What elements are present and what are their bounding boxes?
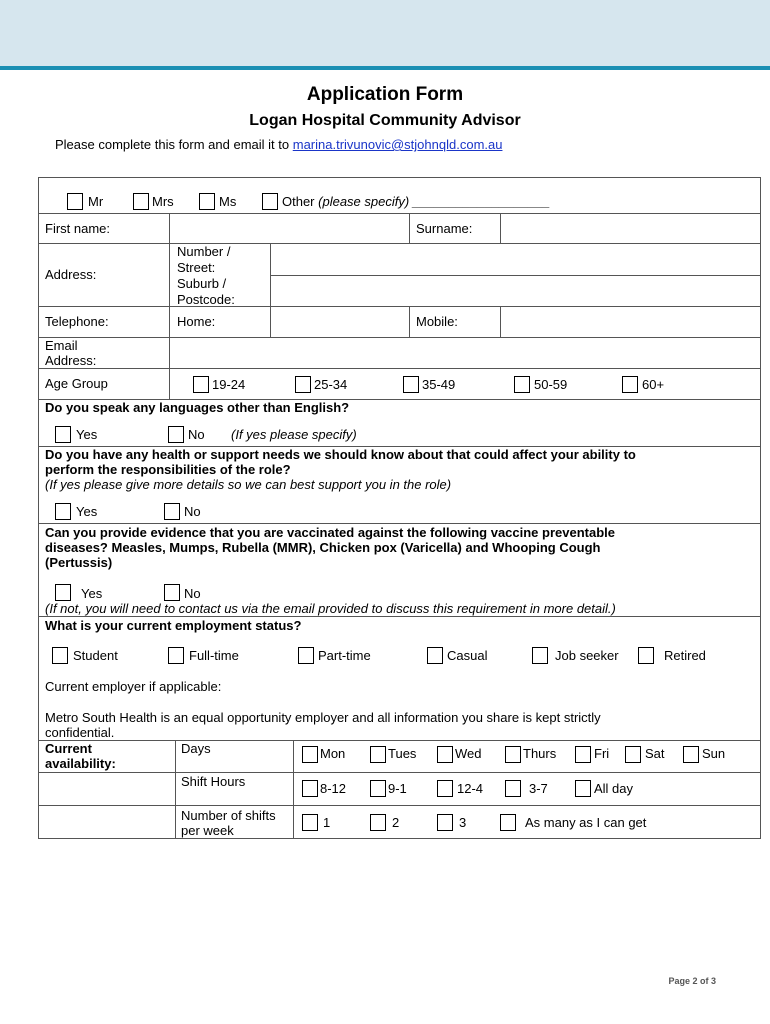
intro-label: Please complete this form and email it to [55, 137, 293, 152]
shift-all-day-checkbox[interactable] [575, 780, 591, 797]
vaccination-no-label: No [184, 586, 201, 601]
employment-parttime-label: Part-time [318, 648, 371, 663]
day-tues-checkbox[interactable] [370, 746, 386, 763]
shift-hours-label: Shift Hours [181, 774, 246, 789]
form-title: Application Form [306, 84, 464, 105]
languages-no-checkbox[interactable] [168, 426, 184, 443]
employment-casual-checkbox[interactable] [427, 647, 443, 664]
shift-8-12-label: 8-12 [320, 781, 347, 796]
health-hint: (If yes please give more details so we can best support you in the role) [45, 477, 452, 492]
number-of-shifts-label: Number of shifts per week [181, 808, 276, 838]
vaccination-no-checkbox[interactable] [164, 584, 180, 601]
suburb-postcode-label: Suburb / Postcode: [177, 276, 235, 307]
shifts-1-checkbox[interactable] [302, 814, 318, 831]
street-field[interactable] [271, 244, 760, 275]
shifts-as-many-label: As many as I can get [525, 815, 647, 830]
row-divider [38, 368, 761, 369]
shifts-2-checkbox[interactable] [370, 814, 386, 831]
table-border-top [38, 177, 761, 178]
first-name-field[interactable] [170, 214, 409, 243]
shift-all-day-label: All day [594, 781, 634, 796]
languages-hint: (If yes please specify) [231, 427, 357, 442]
shift-3-7-label: 3-7 [529, 781, 548, 796]
shifts-as-many-checkbox[interactable] [500, 814, 516, 831]
age-60plus-checkbox[interactable] [622, 376, 638, 393]
vaccination-yes-checkbox[interactable] [55, 584, 71, 601]
page-number: Page 2 of 3 [668, 976, 716, 986]
shifts-3-checkbox[interactable] [437, 814, 453, 831]
employment-student-label: Student [73, 648, 118, 663]
email-link[interactable]: marina.trivunovic@stjohnqld.com.au [292, 137, 503, 152]
shift-12-4-checkbox[interactable] [437, 780, 453, 797]
number-street-label: Number / Street: [177, 244, 231, 275]
surname-label: Surname: [416, 221, 473, 236]
table-border-bottom [38, 838, 761, 839]
employment-question: What is your current employment status? [45, 618, 302, 633]
day-mon-label: Mon [320, 746, 346, 761]
current-employer-field[interactable] [240, 676, 755, 696]
age-25-34-label: 25-34 [314, 377, 348, 392]
col-divider [409, 306, 410, 337]
day-wed-checkbox[interactable] [437, 746, 453, 763]
employment-fulltime-label: Full-time [189, 648, 239, 663]
employment-fulltime-checkbox[interactable] [168, 647, 184, 664]
shift-3-7-checkbox[interactable] [505, 780, 521, 797]
age-35-49-label: 35-49 [422, 377, 456, 392]
languages-question: Do you speak any languages other than English? [45, 400, 350, 415]
day-sat-checkbox[interactable] [625, 746, 641, 763]
employment-casual-label: Casual [447, 648, 488, 663]
age-group-label: Age Group [45, 376, 108, 391]
title-other-label [282, 194, 550, 209]
availability-label: Current availability: [45, 741, 116, 771]
day-fri-checkbox[interactable] [575, 746, 591, 763]
current-employer-label: Current employer if applicable: [45, 679, 222, 694]
row-divider [38, 740, 761, 741]
day-fri-label: Fri [594, 746, 610, 761]
days-label: Days [181, 741, 211, 756]
shifts-2-label: 2 [392, 815, 400, 830]
title-mr-label: Mr [88, 194, 104, 209]
first-name-label: First name: [45, 221, 111, 236]
health-no-label: No [184, 504, 201, 519]
employment-retired-checkbox[interactable] [638, 647, 654, 664]
row-divider [38, 772, 761, 773]
languages-yes-checkbox[interactable] [55, 426, 71, 443]
day-sun-checkbox[interactable] [683, 746, 699, 763]
shift-12-4-label: 12-4 [457, 781, 484, 796]
equal-opportunity-statement: Metro South Health is an equal opportunity employer and all information you share is kept strictly confidential. [45, 710, 601, 740]
title-mrs-label: Mrs [152, 194, 174, 209]
age-50-59-label: 50-59 [534, 377, 568, 392]
title-mr-checkbox[interactable] [67, 193, 83, 210]
email-field[interactable] [170, 338, 760, 368]
age-19-24-checkbox[interactable] [193, 376, 209, 393]
vaccination-note: (If not, you will need to contact us via the email provided to discuss this requirement in more detail.) [45, 601, 616, 616]
address-label: Address: [45, 267, 97, 282]
employment-jobseeker-label: Job seeker [555, 648, 619, 663]
home-phone-field[interactable] [271, 307, 409, 337]
mobile-label: Mobile: [416, 314, 458, 329]
header-rule [0, 66, 770, 70]
intro-text [55, 137, 502, 152]
telephone-label: Telephone: [45, 314, 109, 329]
shifts-3-label: 3 [459, 815, 467, 830]
surname-field[interactable] [501, 214, 760, 243]
suburb-field[interactable] [271, 276, 760, 306]
shifts-1-label: 1 [323, 815, 331, 830]
age-50-59-checkbox[interactable] [514, 376, 530, 393]
header-band [0, 0, 770, 66]
day-tues-label: Tues [388, 746, 417, 761]
day-sun-label: Sun [702, 746, 726, 761]
age-60plus-label: 60+ [642, 377, 665, 392]
col-divider [175, 740, 176, 839]
health-question: Do you have any health or support needs we should know about that could affect your ability to perform the responsibilities of the role? [45, 447, 636, 477]
title-other-checkbox[interactable] [262, 193, 278, 210]
day-mon-checkbox[interactable] [302, 746, 318, 763]
languages-yes-label: Yes [76, 427, 98, 442]
form-subtitle: Logan Hospital Community Advisor [249, 112, 521, 129]
row-divider [38, 616, 761, 617]
health-yes-checkbox[interactable] [55, 503, 71, 520]
day-thurs-label: Thurs [523, 746, 557, 761]
other-hint: (please specify) ___________________ [318, 194, 551, 209]
title-ms-checkbox[interactable] [199, 193, 215, 210]
other-label: Other [282, 194, 315, 209]
age-25-34-checkbox[interactable] [295, 376, 311, 393]
shift-8-12-checkbox[interactable] [302, 780, 318, 797]
employment-parttime-checkbox[interactable] [298, 647, 314, 664]
employment-student-checkbox[interactable] [52, 647, 68, 664]
day-thurs-checkbox[interactable] [505, 746, 521, 763]
age-35-49-checkbox[interactable] [403, 376, 419, 393]
row-divider [38, 523, 761, 524]
health-yes-label: Yes [76, 504, 98, 519]
day-wed-label: Wed [455, 746, 482, 761]
day-sat-label: Sat [645, 746, 665, 761]
health-no-checkbox[interactable] [164, 503, 180, 520]
employment-jobseeker-checkbox[interactable] [532, 647, 548, 664]
employment-retired-label: Retired [664, 648, 706, 663]
email-label: Email Address: [45, 338, 97, 368]
age-19-24-label: 19-24 [212, 377, 246, 392]
col-divider [293, 740, 294, 839]
shift-9-1-checkbox[interactable] [370, 780, 386, 797]
languages-no-label: No [188, 427, 205, 442]
mobile-field[interactable] [501, 307, 760, 337]
col-divider [409, 213, 410, 243]
vaccination-question: Can you provide evidence that you are vaccinated against the following vaccine preventable diseases? Measles, Mumps, Rubella (MMR), Chicken pox (Varicella) and Whooping Cough (Pertussis) [45, 525, 616, 570]
row-divider [38, 805, 761, 806]
vaccination-yes-label: Yes [81, 586, 103, 601]
home-label: Home: [177, 314, 216, 329]
title-mrs-checkbox[interactable] [133, 193, 149, 210]
title-ms-label: Ms [219, 194, 237, 209]
shift-9-1-label: 9-1 [388, 781, 407, 796]
